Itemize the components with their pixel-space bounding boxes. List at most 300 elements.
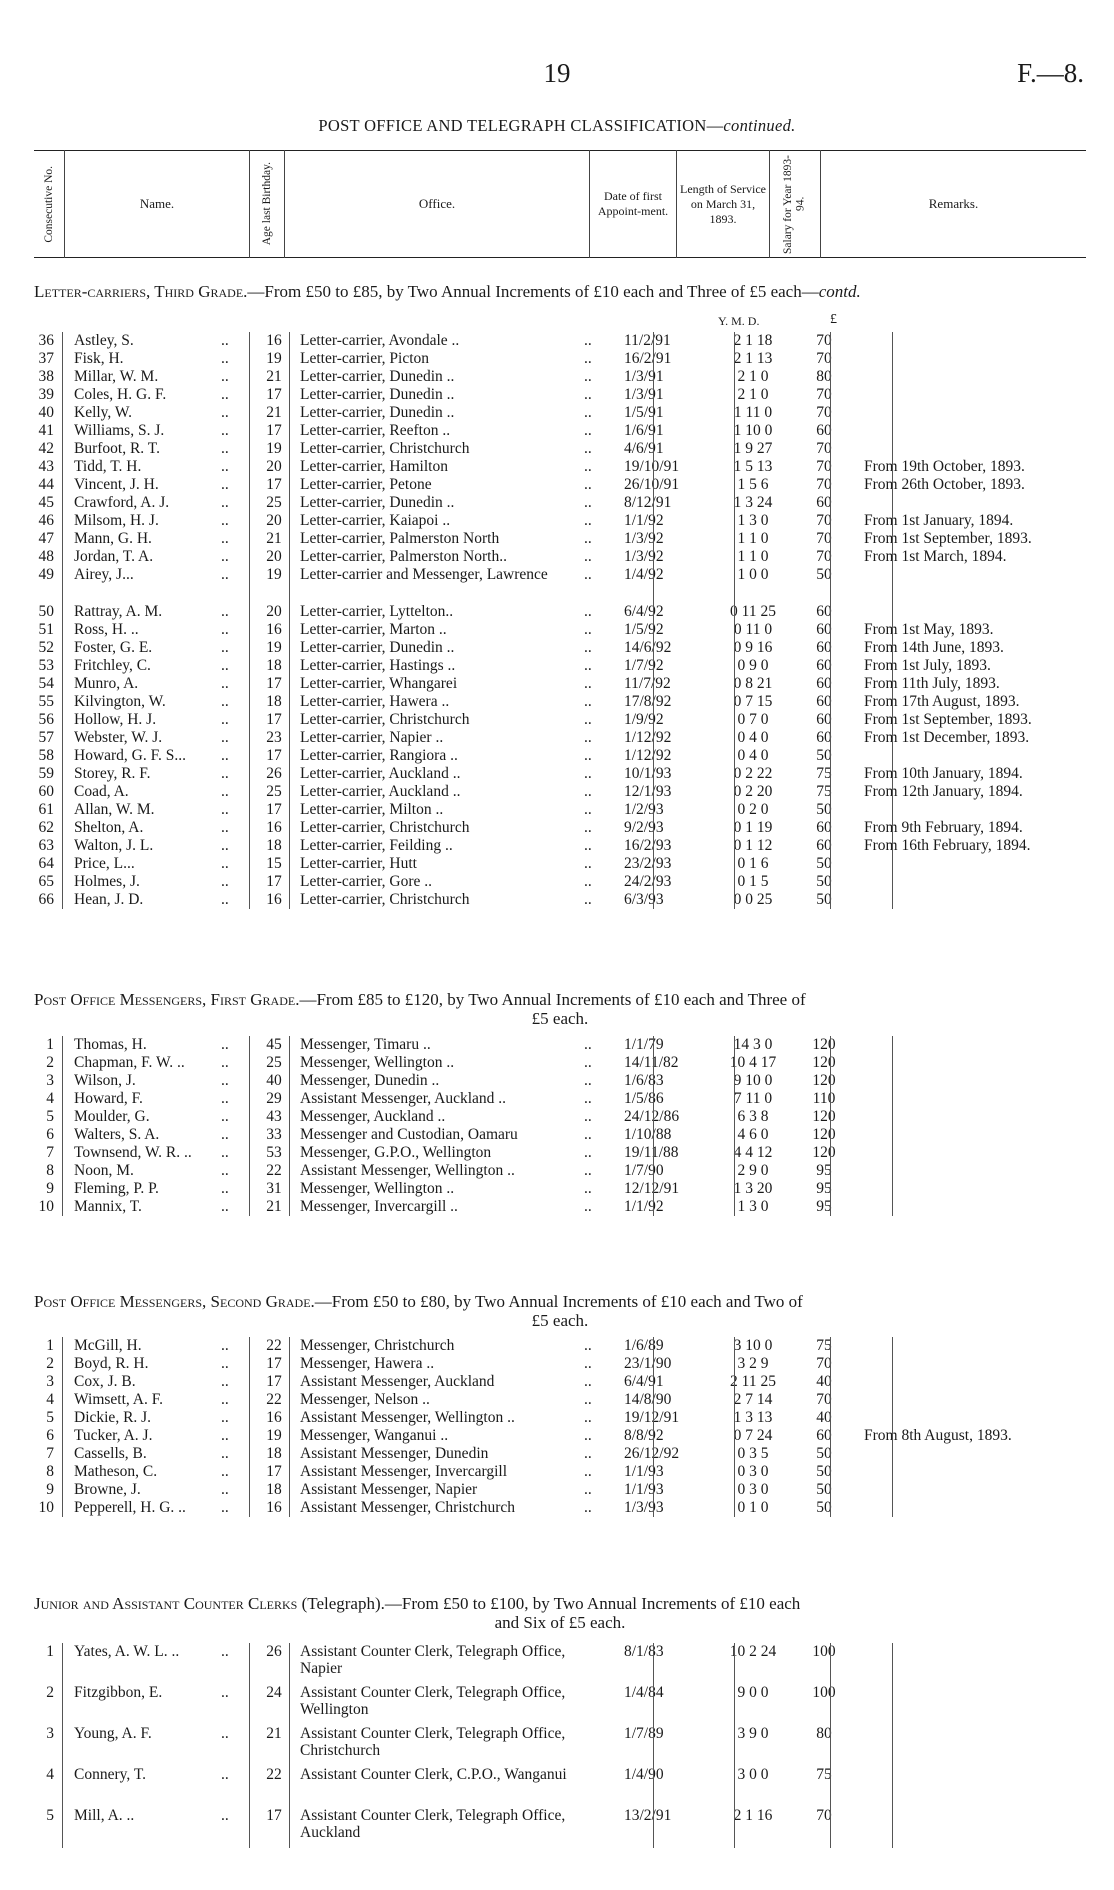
salary: 60 <box>816 422 832 439</box>
employee-name: Airey, J... <box>74 566 134 583</box>
employee-age: 26 <box>266 765 282 782</box>
employee-name: Fisk, H. <box>74 350 124 367</box>
length-of-service: 0 2 22 <box>733 765 773 782</box>
office: Messenger, Auckland .. <box>300 1108 446 1125</box>
leader-dots: .. <box>221 1162 229 1179</box>
office: Letter-carrier and Messenger, Lawrence <box>300 566 548 583</box>
employee-age: 22 <box>266 1337 282 1354</box>
leader-dots: .. <box>584 819 592 836</box>
salary: 120 <box>812 1108 836 1125</box>
employee-name: Browne, J. <box>74 1481 141 1498</box>
length-of-service: 1 5 13 <box>733 458 773 475</box>
appointment-date: 1/1/79 <box>624 1036 664 1053</box>
employee-name: Webster, W. J. <box>74 729 163 746</box>
leader-dots: .. <box>584 801 592 818</box>
employee-age: 16 <box>266 332 282 349</box>
appointment-date: 10/1/93 <box>624 765 672 782</box>
row-number: 60 <box>38 783 54 800</box>
employee-name: Walton, J. L. <box>74 837 154 854</box>
salary: 60 <box>816 603 832 620</box>
length-of-service: 0 1 12 <box>733 837 773 854</box>
employee-age: 45 <box>266 1036 282 1053</box>
row-number: 2 <box>46 1355 54 1372</box>
section-title <box>34 990 1086 1028</box>
salary: 50 <box>816 1463 832 1480</box>
appointment-date: 19/12/91 <box>624 1409 680 1426</box>
leader-dots: .. <box>584 440 592 457</box>
section-grade-scale: —From £50 to £85, by Two Annual Increments of £10 each and Three of £5 each— <box>247 282 819 301</box>
row-number: 1 <box>46 1036 54 1053</box>
length-of-service: 1 3 13 <box>733 1409 773 1426</box>
section-title <box>34 1292 1086 1330</box>
row-number: 2 <box>46 1684 54 1701</box>
length-of-service: 1 3 20 <box>733 1180 773 1197</box>
employee-name: Kilvington, W. <box>74 693 166 710</box>
salary: 110 <box>812 1090 836 1107</box>
salary: 40 <box>816 1373 832 1390</box>
leader-dots: .. <box>584 1126 592 1143</box>
office: Letter-carrier, Palmerston North <box>300 530 500 547</box>
column-rule <box>830 1337 831 1517</box>
column-rule <box>289 1337 290 1517</box>
header-consecutive: Consecutive No. <box>42 165 55 243</box>
header-date: Date of first Appoint-ment. <box>590 151 677 258</box>
column-rule <box>62 1643 63 1848</box>
leader-dots: .. <box>221 1427 229 1444</box>
appointment-date: 8/8/92 <box>624 1427 664 1444</box>
column-header <box>34 150 1086 258</box>
appointment-date: 19/10/91 <box>624 458 680 475</box>
appointment-date: 17/8/92 <box>624 693 672 710</box>
office: Letter-carrier, Rangiora .. <box>300 747 458 764</box>
header-salary: Salary for Year 1893-94. <box>782 154 807 254</box>
leader-dots: .. <box>221 1355 229 1372</box>
column-rule <box>830 332 831 909</box>
appointment-date: 1/5/91 <box>624 404 664 421</box>
length-of-service: 0 4 0 <box>737 747 769 764</box>
employee-name: Milsom, H. J. <box>74 512 159 529</box>
row-number: 37 <box>38 350 54 367</box>
length-of-service: 0 1 6 <box>737 855 769 872</box>
column-rule <box>249 1643 250 1848</box>
row-number: 41 <box>38 422 54 439</box>
employee-age: 20 <box>266 548 282 565</box>
office: Letter-carrier, Christchurch <box>300 819 470 836</box>
leader-dots: .. <box>221 548 229 565</box>
employee-name: Dickie, R. J. <box>74 1409 152 1426</box>
leader-dots: .. <box>221 675 229 692</box>
leader-dots: .. <box>221 711 229 728</box>
salary-unit: £ <box>830 312 837 327</box>
row-number: 39 <box>38 386 54 403</box>
length-of-service: 2 11 25 <box>730 1373 776 1390</box>
office: Assistant Messenger, Wellington .. <box>300 1162 515 1179</box>
office: Assistant Counter Clerk, C.P.O., Wanganui <box>300 1766 567 1783</box>
employee-age: 17 <box>266 1373 282 1390</box>
office: Letter-carrier, Marton .. <box>300 621 447 638</box>
salary: 70 <box>816 404 832 421</box>
row-number: 5 <box>46 1108 54 1125</box>
employee-age: 17 <box>266 675 282 692</box>
page-number: 19 <box>543 58 571 88</box>
leader-dots: .. <box>221 386 229 403</box>
leader-dots: .. <box>221 621 229 638</box>
salary: 60 <box>816 1427 832 1444</box>
employee-age: 17 <box>266 873 282 890</box>
employee-name: Young, A. F. <box>74 1725 152 1742</box>
section-grade-name: Junior and Assistant Counter Clerks <box>34 1594 298 1613</box>
employee-name: Vincent, J. H. <box>74 476 159 493</box>
row-number: 43 <box>38 458 54 475</box>
section-grade-name: Post Office Messengers, First Grade. <box>34 990 300 1009</box>
office: Messenger, Wellington .. <box>300 1054 455 1071</box>
leader-dots: .. <box>221 873 229 890</box>
length-of-service: 0 1 19 <box>733 819 773 836</box>
leader-dots: .. <box>584 350 592 367</box>
row-number: 54 <box>38 675 54 692</box>
salary: 75 <box>816 1766 832 1783</box>
employee-age: 18 <box>266 657 282 674</box>
leader-dots: .. <box>221 1445 229 1462</box>
salary: 40 <box>816 1409 832 1426</box>
employee-age: 22 <box>266 1766 282 1783</box>
row-number: 7 <box>46 1445 54 1462</box>
length-of-service: 2 1 18 <box>733 332 773 349</box>
employee-name: Astley, S. <box>74 332 134 349</box>
page-code: F.—8. <box>1017 58 1084 88</box>
employee-name: Hollow, H. J. <box>74 711 157 728</box>
leader-dots: .. <box>584 1072 592 1089</box>
leader-dots: .. <box>584 476 592 493</box>
row-number: 1 <box>46 1643 54 1660</box>
leader-dots: .. <box>221 1036 229 1053</box>
length-of-service: 2 7 14 <box>733 1391 773 1408</box>
office: Messenger, Nelson .. <box>300 1391 430 1408</box>
office: Messenger and Custodian, Oamaru <box>300 1126 518 1143</box>
row-number: 4 <box>46 1090 54 1107</box>
length-of-service: 1 1 0 <box>737 530 769 547</box>
leader-dots: .. <box>584 530 592 547</box>
leader-dots: .. <box>584 675 592 692</box>
appointment-date: 1/5/86 <box>624 1090 664 1107</box>
office: Letter-carrier, Napier .. <box>300 729 444 746</box>
length-of-service: 6 3 8 <box>737 1108 769 1125</box>
office: Letter-carrier, Lyttelton.. <box>300 603 454 620</box>
employee-age: 16 <box>266 1499 282 1516</box>
leader-dots: .. <box>221 837 229 854</box>
leader-dots: .. <box>584 404 592 421</box>
employee-name: Hean, J. D. <box>74 891 144 908</box>
employee-name: Howard, F. <box>74 1090 143 1107</box>
office: Letter-carrier, Dunedin .. <box>300 404 455 421</box>
leader-dots: .. <box>584 1144 592 1161</box>
row-number: 56 <box>38 711 54 728</box>
leader-dots: .. <box>221 494 229 511</box>
row-number: 45 <box>38 494 54 511</box>
row-number: 8 <box>46 1162 54 1179</box>
length-of-service: 2 9 0 <box>737 1162 769 1179</box>
leader-dots: .. <box>221 1072 229 1089</box>
employee-age: 40 <box>266 1072 282 1089</box>
appointment-date: 13/2/91 <box>624 1807 672 1824</box>
section-grade-name: Letter-carriers, Third Grade. <box>34 282 248 301</box>
row-number: 62 <box>38 819 54 836</box>
employee-age: 31 <box>266 1180 282 1197</box>
row-number: 6 <box>46 1427 54 1444</box>
employee-name: Coles, H. G. F. <box>74 386 167 403</box>
salary: 60 <box>816 819 832 836</box>
office: Letter-carrier, Auckland .. <box>300 783 461 800</box>
column-rule <box>830 1036 831 1216</box>
column-rule <box>892 1036 893 1216</box>
section-grade-scale: (Telegraph).—From £50 to £100, by Two Annual Increments of £10 each <box>297 1594 801 1613</box>
column-rule <box>249 1337 250 1517</box>
office: Messenger, Dunedin .. <box>300 1072 440 1089</box>
employee-name: Yates, A. W. L. .. <box>74 1643 180 1660</box>
column-rule <box>653 1036 654 1216</box>
employee-name: Pepperell, H. G. .. <box>74 1499 186 1516</box>
remarks: From 1st September, 1893. <box>864 530 1032 547</box>
office: Assistant Messenger, Auckland .. <box>300 1090 507 1107</box>
office: Assistant Messenger, Auckland <box>300 1373 495 1390</box>
office: Assistant Messenger, Christchurch <box>300 1499 516 1516</box>
employee-age: 19 <box>266 1427 282 1444</box>
length-of-service: 9 10 0 <box>733 1072 773 1089</box>
office: Letter-carrier, Dunedin .. <box>300 368 455 385</box>
appointment-date: 1/1/93 <box>624 1481 664 1498</box>
row-number: 66 <box>38 891 54 908</box>
office: Letter-carrier, Whangarei <box>300 675 458 692</box>
employee-age: 15 <box>266 855 282 872</box>
salary: 70 <box>816 512 832 529</box>
office: Letter-carrier, Auckland .. <box>300 765 461 782</box>
length-units: Y. M. D. <box>718 314 760 328</box>
leader-dots: .. <box>221 1766 229 1783</box>
employee-name: Allan, W. M. <box>74 801 155 818</box>
salary: 80 <box>816 1725 832 1742</box>
employee-age: 25 <box>266 783 282 800</box>
leader-dots: .. <box>221 1180 229 1197</box>
salary: 70 <box>816 1391 832 1408</box>
office: Letter-carrier, Gore .. <box>300 873 433 890</box>
office: Letter-carrier, Hutt <box>300 855 417 872</box>
salary: 50 <box>816 1481 832 1498</box>
employee-name: Fritchley, C. <box>74 657 151 674</box>
employee-age: 17 <box>266 801 282 818</box>
employee-age: 19 <box>266 440 282 457</box>
remarks: From 19th October, 1893. <box>864 458 1025 475</box>
appointment-date: 23/1/90 <box>624 1355 672 1372</box>
leader-dots: .. <box>584 639 592 656</box>
office: Assistant Messenger, Invercargill <box>300 1463 508 1480</box>
section-title <box>34 1594 1086 1632</box>
employee-age: 17 <box>266 1355 282 1372</box>
salary: 70 <box>816 1807 832 1824</box>
length-of-service: 1 1 0 <box>737 548 769 565</box>
employee-age: 17 <box>266 422 282 439</box>
employee-name: Wilson, J. <box>74 1072 136 1089</box>
salary: 70 <box>816 1355 832 1372</box>
office: Letter-carrier, Christchurch <box>300 440 470 457</box>
leader-dots: .. <box>584 1355 592 1372</box>
employee-name: Tucker, A. J. <box>74 1427 153 1444</box>
office: Letter-carrier, Kaiapoi .. <box>300 512 451 529</box>
leader-dots: .. <box>221 1126 229 1143</box>
section-title-line <box>34 1292 1086 1311</box>
row-number: 58 <box>38 747 54 764</box>
remarks: From 1st December, 1893. <box>864 729 1030 746</box>
office: Letter-carrier, Dunedin .. <box>300 639 455 656</box>
header-length: Length of Service on March 31, 1893. <box>677 151 770 258</box>
employee-name: McGill, H. <box>74 1337 142 1354</box>
remarks: From 26th October, 1893. <box>864 476 1025 493</box>
employee-name: Millar, W. M. <box>74 368 159 385</box>
salary: 60 <box>816 494 832 511</box>
employee-age: 17 <box>266 386 282 403</box>
employee-age: 23 <box>266 729 282 746</box>
employee-name: Mannix, T. <box>74 1198 142 1215</box>
remarks: From 11th July, 1893. <box>864 675 1000 692</box>
row-number: 3 <box>46 1373 54 1390</box>
leader-dots: .. <box>221 1643 229 1660</box>
length-of-service: 0 7 15 <box>733 693 773 710</box>
leader-dots: .. <box>584 873 592 890</box>
appointment-date: 14/11/82 <box>624 1054 679 1071</box>
header-name: Name. <box>65 151 250 258</box>
appointment-date: 1/12/92 <box>624 747 672 764</box>
appointment-date: 14/8/90 <box>624 1391 672 1408</box>
leader-dots: .. <box>584 458 592 475</box>
employee-age: 21 <box>266 1725 282 1742</box>
row-number: 40 <box>38 404 54 421</box>
office: Letter-carrier, Hastings .. <box>300 657 456 674</box>
leader-dots: .. <box>584 494 592 511</box>
row-number: 63 <box>38 837 54 854</box>
salary: 60 <box>816 657 832 674</box>
leader-dots: .. <box>221 819 229 836</box>
salary: 70 <box>816 350 832 367</box>
leader-dots: .. <box>584 512 592 529</box>
section-contd: contd. <box>818 282 861 301</box>
length-of-service: 3 2 9 <box>737 1355 769 1372</box>
row-number: 6 <box>46 1126 54 1143</box>
length-of-service: 0 8 21 <box>733 675 773 692</box>
appointment-date: 1/4/92 <box>624 566 664 583</box>
employee-age: 21 <box>266 1198 282 1215</box>
section-title-continuation: and Six of £5 each. <box>494 1613 626 1632</box>
length-of-service: 1 0 0 <box>737 566 769 583</box>
salary: 50 <box>816 891 832 908</box>
salary: 70 <box>816 386 832 403</box>
leader-dots: .. <box>584 1198 592 1215</box>
section-title-line <box>34 990 1086 1009</box>
leader-dots: .. <box>221 1391 229 1408</box>
leader-dots: .. <box>221 530 229 547</box>
length-of-service: 2 1 13 <box>733 350 773 367</box>
appointment-date: 1/6/91 <box>624 422 664 439</box>
employee-age: 33 <box>266 1126 282 1143</box>
office: Assistant Messenger, Wellington .. <box>300 1409 515 1426</box>
leader-dots: .. <box>221 1409 229 1426</box>
employee-name: Crawford, A. J. <box>74 494 170 511</box>
salary: 120 <box>812 1072 836 1089</box>
appointment-date: 1/7/90 <box>624 1162 664 1179</box>
section-title <box>34 282 1086 301</box>
salary: 70 <box>816 530 832 547</box>
employee-age: 20 <box>266 458 282 475</box>
row-number: 44 <box>38 476 54 493</box>
employee-age: 17 <box>266 711 282 728</box>
leader-dots: .. <box>221 332 229 349</box>
length-of-service: 1 3 24 <box>733 494 773 511</box>
office: Letter-carrier, Dunedin .. <box>300 386 455 403</box>
leader-dots: .. <box>221 1108 229 1125</box>
row-number: 55 <box>38 693 54 710</box>
appointment-date: 1/3/91 <box>624 386 664 403</box>
leader-dots: .. <box>221 422 229 439</box>
leader-dots: .. <box>584 1481 592 1498</box>
appointment-date: 1/10/88 <box>624 1126 672 1143</box>
employee-name: Kelly, W. <box>74 404 132 421</box>
column-rule <box>289 332 290 909</box>
leader-dots: .. <box>221 404 229 421</box>
leader-dots: .. <box>221 1463 229 1480</box>
leader-dots: .. <box>221 566 229 583</box>
row-number: 57 <box>38 729 54 746</box>
employee-age: 16 <box>266 621 282 638</box>
column-rule <box>62 1036 63 1216</box>
length-of-service: 0 0 25 <box>733 891 773 908</box>
row-number: 59 <box>38 765 54 782</box>
leader-dots: .. <box>584 1409 592 1426</box>
employee-age: 17 <box>266 1463 282 1480</box>
appointment-date: 8/12/91 <box>624 494 672 511</box>
office: Letter-carrier, Reefton .. <box>300 422 451 439</box>
column-rule <box>892 1337 893 1517</box>
leader-dots: .. <box>584 747 592 764</box>
employee-name: Cox, J. B. <box>74 1373 136 1390</box>
salary: 50 <box>816 747 832 764</box>
salary: 75 <box>816 783 832 800</box>
office: Assistant Counter Clerk, Telegraph Office, Christchurch <box>300 1725 566 1759</box>
leader-dots: .. <box>221 603 229 620</box>
appointment-date: 1/6/89 <box>624 1337 664 1354</box>
appointment-date: 4/6/91 <box>624 440 664 457</box>
office: Letter-carrier, Christchurch <box>300 711 470 728</box>
leader-dots: .. <box>221 476 229 493</box>
appointment-date: 16/2/91 <box>624 350 672 367</box>
leader-dots: .. <box>221 639 229 656</box>
section-title-line <box>34 1594 1086 1613</box>
employee-name: Coad, A. <box>74 783 129 800</box>
leader-dots: .. <box>584 1036 592 1053</box>
appointment-date: 1/4/90 <box>624 1766 664 1783</box>
employee-name: Noon, M. <box>74 1162 134 1179</box>
employee-age: 19 <box>266 350 282 367</box>
employee-age: 43 <box>266 1108 282 1125</box>
leader-dots: .. <box>584 566 592 583</box>
appointment-date: 14/6/92 <box>624 639 672 656</box>
salary: 120 <box>812 1036 836 1053</box>
appointment-date: 6/3/93 <box>624 891 664 908</box>
length-of-service: 10 2 24 <box>729 1643 777 1660</box>
employee-age: 21 <box>266 404 282 421</box>
salary: 60 <box>816 729 832 746</box>
employee-name: Boyd, R. H. <box>74 1355 149 1372</box>
remarks: From 8th August, 1893. <box>864 1427 1012 1444</box>
salary: 70 <box>816 332 832 349</box>
leader-dots: .. <box>584 548 592 565</box>
